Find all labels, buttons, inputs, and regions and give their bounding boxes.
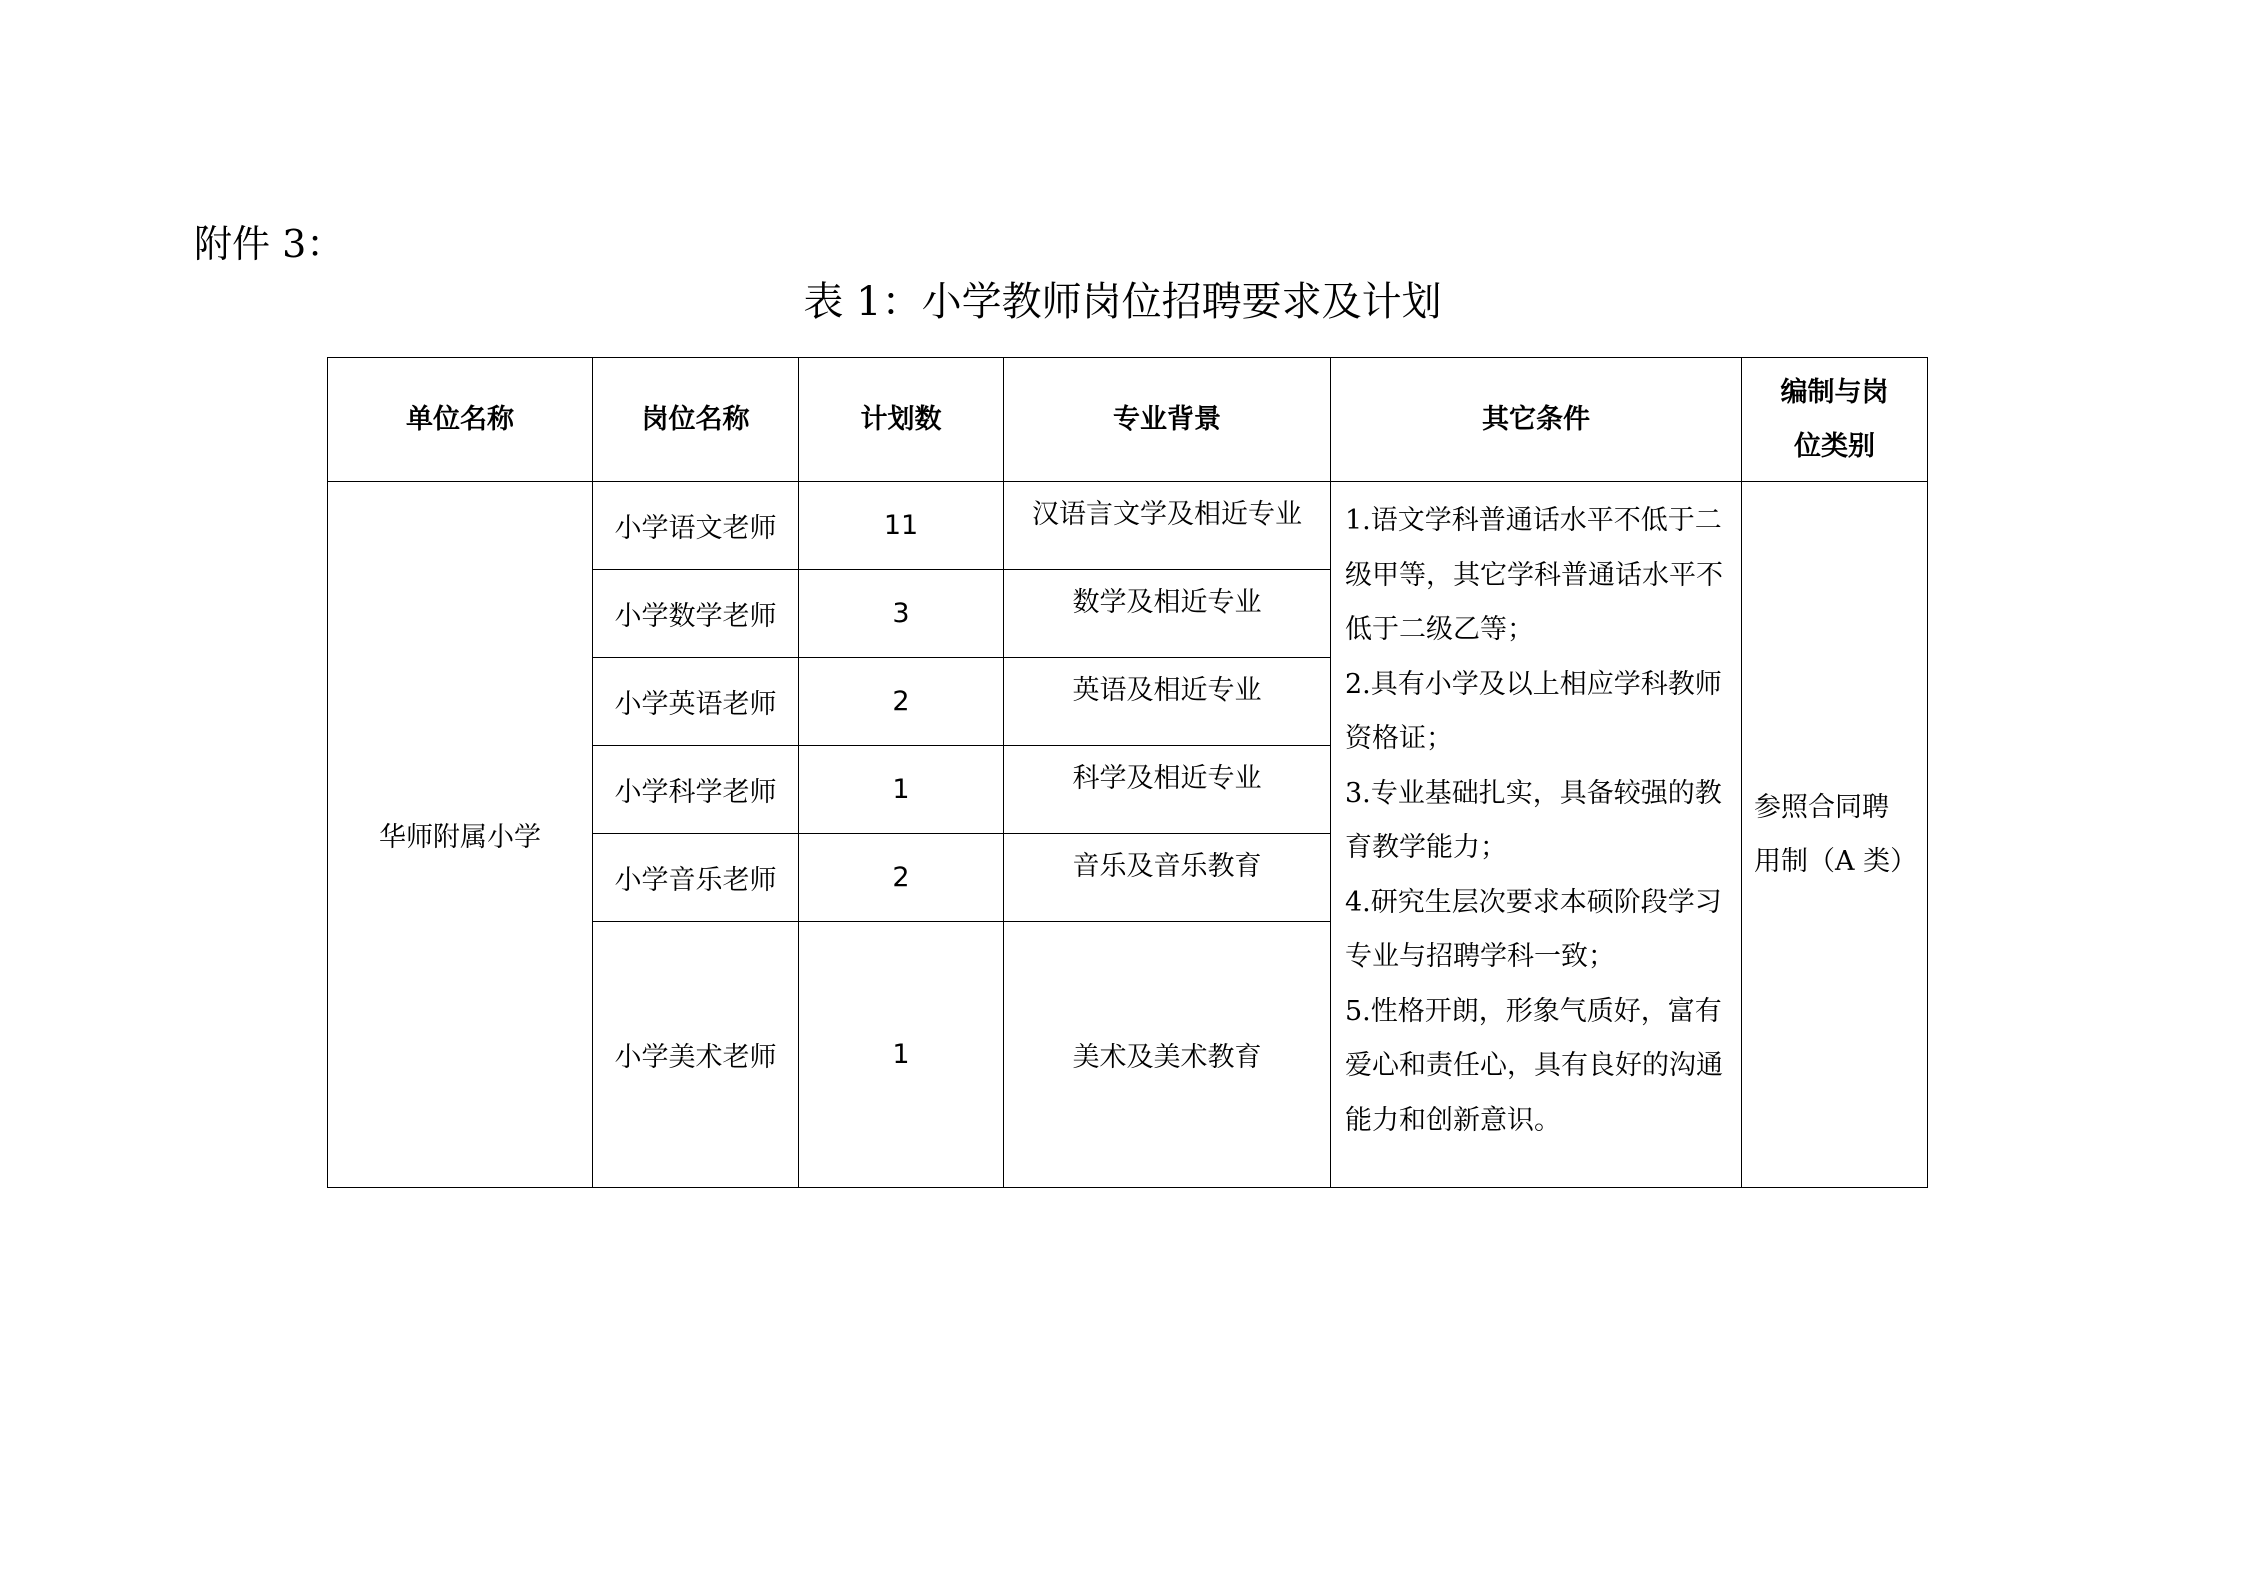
major-cell: 音乐及音乐教育 [1004, 834, 1331, 922]
post-name-cell: 小学数学老师 [593, 570, 799, 658]
header-other-conditions: 其它条件 [1331, 358, 1742, 482]
major-cell: 英语及相近专业 [1004, 658, 1331, 746]
post-name-cell: 小学科学老师 [593, 746, 799, 834]
plan-count-cell: 11 [799, 482, 1004, 570]
plan-count-cell: 2 [799, 834, 1004, 922]
post-name-cell: 小学英语老师 [593, 658, 799, 746]
other-conditions-cell [1331, 482, 1742, 1188]
condition-item: 2.具有小学及以上相应学科教师资格证； [1345, 668, 1722, 754]
header-position-type: 编制与岗位类别 [1742, 358, 1928, 482]
header-post-name: 岗位名称 [593, 358, 799, 482]
recruitment-table [327, 357, 1928, 1188]
plan-count-cell: 1 [799, 922, 1004, 1188]
table-header-row [328, 358, 1928, 482]
plan-count-cell: 3 [799, 570, 1004, 658]
plan-count-cell: 2 [799, 658, 1004, 746]
major-cell: 美术及美术教育 [1004, 922, 1331, 1188]
header-unit-name: 单位名称 [328, 358, 593, 482]
table-title: 表 1：小学教师岗位招聘要求及计划 [803, 279, 1442, 325]
position-type-cell: 参照合同聘用制（A 类） [1742, 482, 1928, 1188]
condition-item: 1.语文学科普通话水平不低于二级甲等，其它学科普通话水平不低于二级乙等； [1345, 505, 1723, 645]
condition-item: 3.专业基础扎实，具备较强的教育教学能力； [1345, 777, 1722, 863]
major-cell: 汉语言文学及相近专业 [1004, 482, 1331, 570]
condition-item: 4.研究生层次要求本硕阶段学习专业与招聘学科一致； [1345, 886, 1722, 972]
major-cell: 数学及相近专业 [1004, 570, 1331, 658]
plan-count-cell: 1 [799, 746, 1004, 834]
major-cell: 科学及相近专业 [1004, 746, 1331, 834]
condition-item: 5.性格开朗，形象气质好，富有爱心和责任心，具有良好的沟通能力和创新意识。 [1345, 995, 1723, 1136]
attachment-label: 附件 3： [194, 222, 345, 266]
post-name-cell: 小学音乐老师 [593, 834, 799, 922]
unit-name-cell: 华师附属小学 [328, 482, 593, 1188]
header-major: 专业背景 [1004, 358, 1331, 482]
table-row [328, 482, 1928, 570]
header-plan-count: 计划数 [799, 358, 1004, 482]
post-name-cell: 小学语文老师 [593, 482, 799, 570]
post-name-cell: 小学美术老师 [593, 922, 799, 1188]
